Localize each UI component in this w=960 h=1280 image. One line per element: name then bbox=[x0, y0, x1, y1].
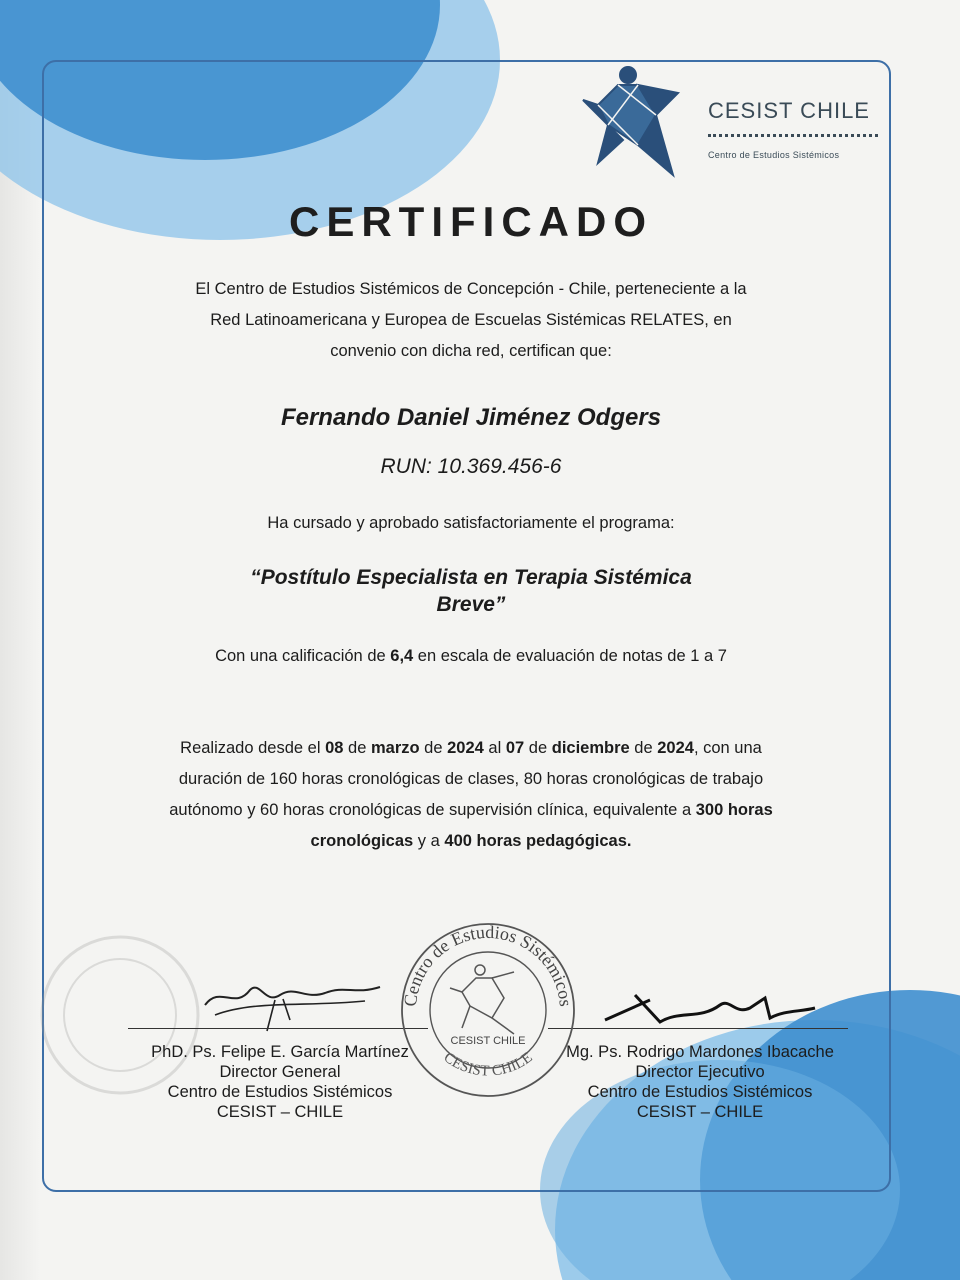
detail-text: Realizado desde el bbox=[180, 739, 326, 757]
stamp-center-text: CESIST CHILE bbox=[450, 1035, 526, 1047]
program-line: Breve” bbox=[436, 593, 506, 616]
detail-text: de bbox=[419, 739, 448, 757]
start-day: 08 bbox=[325, 739, 344, 757]
start-year: 2024 bbox=[447, 739, 484, 757]
right-signature bbox=[600, 990, 820, 1030]
start-month: marzo bbox=[370, 739, 420, 757]
detail-text: autónomo y 60 horas cronológicas de supervisión clínica, equivalente a bbox=[169, 801, 696, 819]
detail-text: y a bbox=[413, 832, 445, 850]
program-name bbox=[0, 564, 942, 618]
brand-name: CESIST CHILE bbox=[708, 98, 870, 123]
stamp-star-icon bbox=[450, 965, 514, 1034]
signatory-org: Centro de Estudios Sistémicos bbox=[167, 1083, 393, 1101]
institution-stamp bbox=[396, 918, 580, 1102]
signatory-name: PhD. Ps. Felipe E. García Martínez bbox=[151, 1043, 409, 1061]
detail-text: de bbox=[524, 739, 552, 757]
detail-line bbox=[0, 795, 942, 826]
grade-text: en escala de evaluación de notas de 1 a 7 bbox=[413, 647, 727, 665]
detail-text: de bbox=[629, 739, 658, 757]
intro-paragraph bbox=[0, 274, 942, 367]
total-hours-unit: cronológicas bbox=[310, 832, 414, 850]
right-signatory bbox=[545, 1042, 855, 1122]
signatory-org-code: CESIST – CHILE bbox=[636, 1103, 764, 1121]
detail-line bbox=[0, 826, 942, 857]
signatory-org: Centro de Estudios Sistémicos bbox=[587, 1083, 813, 1101]
program-details bbox=[0, 733, 942, 857]
left-signature-line bbox=[128, 1028, 428, 1029]
stamp-ring-text: Centro de Estudios Sistémicos bbox=[399, 921, 576, 1008]
detail-text: al bbox=[483, 739, 506, 757]
stamp-bottom-text: CESIST CHILE bbox=[440, 1049, 536, 1080]
signatory-role: Director Ejecutivo bbox=[635, 1063, 765, 1081]
end-day: 07 bbox=[505, 739, 525, 757]
detail-text: de bbox=[343, 739, 371, 757]
detail-line bbox=[0, 733, 942, 764]
program-intro: Ha cursado y aprobado satisfactoriamente el programa: bbox=[267, 514, 675, 532]
recipient-run: RUN: 10.369.456-6 bbox=[380, 455, 562, 478]
recipient-name: Fernando Daniel Jiménez Odgers bbox=[280, 404, 662, 431]
grade-line bbox=[0, 647, 942, 666]
star-figure-icon bbox=[578, 65, 878, 185]
svg-text:Centro de Estudios Sistémicos bbox=[400, 922, 576, 1008]
intro-line: convenio con dicha red, certifican que: bbox=[330, 342, 612, 360]
end-year: 2024 bbox=[657, 739, 694, 757]
pedagogical-hours: 400 horas pedagógicas. bbox=[444, 832, 632, 850]
left-signature bbox=[195, 965, 395, 1035]
svg-text:CESIST CHILE bbox=[440, 1050, 535, 1080]
intro-line: Red Latinoamericana y Europea de Escuelas Sistémicas RELATES, en bbox=[210, 311, 732, 329]
certificate-title: CERTIFICADO bbox=[289, 198, 653, 245]
end-month: diciembre bbox=[551, 739, 630, 757]
detail-line: duración de 160 horas cronológicas de clases, 80 horas cronológicas de trabajo bbox=[178, 770, 764, 788]
signatory-name: Mg. Ps. Rodrigo Mardones Ibacache bbox=[566, 1043, 834, 1061]
intro-line: El Centro de Estudios Sistémicos de Concepción - Chile, perteneciente a la bbox=[195, 280, 747, 298]
brand-subtitle: Centro de Estudios Sistémicos bbox=[708, 150, 840, 160]
grade-text: Con una calificación de bbox=[215, 647, 391, 665]
right-signature-line bbox=[548, 1028, 848, 1029]
left-signatory bbox=[125, 1042, 435, 1122]
detail-text: , con una bbox=[693, 739, 762, 757]
total-hours: 300 horas bbox=[695, 801, 773, 819]
signatory-org-code: CESIST – CHILE bbox=[216, 1103, 344, 1121]
signatory-role: Director General bbox=[219, 1063, 341, 1081]
program-line: “Postítulo Especialista en Terapia Sistémica bbox=[250, 566, 692, 589]
brand-divider bbox=[708, 134, 878, 137]
grade-value: 6,4 bbox=[390, 647, 414, 665]
